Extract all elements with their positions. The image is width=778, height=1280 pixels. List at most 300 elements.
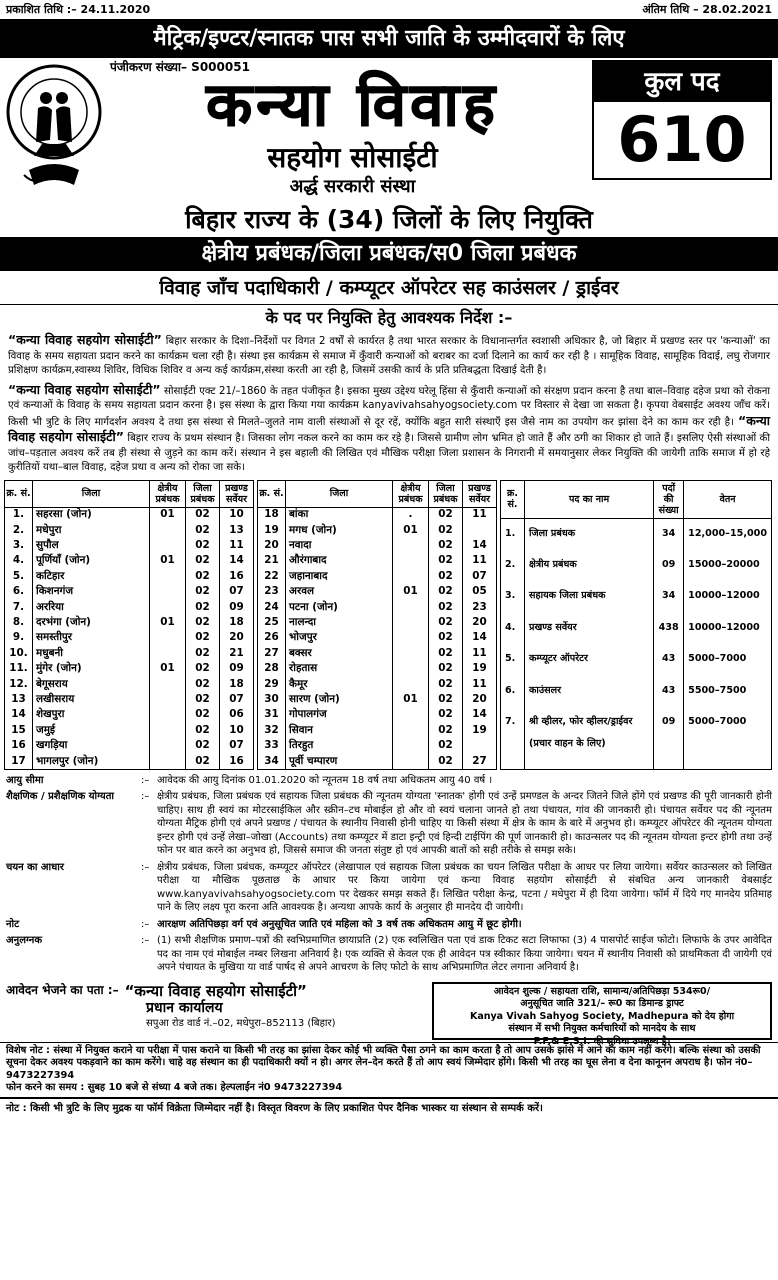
surveyor-cell: 13 — [220, 522, 254, 537]
district-cell: शेखपुरा — [33, 707, 150, 722]
post-count-cell: 34 — [654, 581, 684, 612]
district-cell: सुपौल — [33, 538, 150, 553]
district-mgr-cell: 02 — [429, 569, 463, 584]
salary-cell — [684, 738, 772, 769]
table-row — [5, 754, 254, 770]
table-row — [258, 538, 497, 553]
zonal-cell — [150, 723, 186, 738]
table-row — [501, 612, 772, 643]
surveyor-cell: 16 — [220, 754, 254, 770]
surveyor-cell: 11 — [463, 553, 497, 568]
table-row — [501, 675, 772, 706]
serial-cell: 17 — [5, 754, 33, 770]
salary-cell: 5000–7000 — [684, 644, 772, 675]
serial-cell: 33 — [258, 738, 286, 753]
zonal-cell — [393, 707, 429, 722]
col-district: जिला — [286, 480, 393, 507]
post-table — [500, 480, 772, 770]
district-mgr-cell: 02 — [429, 692, 463, 707]
info-separator: :– — [141, 918, 150, 930]
table-row — [5, 630, 254, 645]
post-count-cell: 09 — [654, 706, 684, 737]
table-row — [258, 738, 497, 753]
table-row — [501, 581, 772, 612]
zonal-cell — [393, 738, 429, 753]
district-mgr-cell: 02 — [429, 522, 463, 537]
fee-line: Kanya Vivah Sahyog Society, Madhepura को देय होगा — [469, 1010, 735, 1022]
serial-cell: 4. — [501, 612, 525, 643]
district-mgr-cell: 02 — [429, 754, 463, 770]
district-cell: तिरहुत — [286, 738, 393, 753]
serial-cell: 13 — [5, 692, 33, 707]
zonal-cell: 01 — [150, 553, 186, 568]
info-row — [6, 774, 772, 788]
serial-cell: 3. — [5, 538, 33, 553]
serial-cell: 1. — [501, 518, 525, 549]
serial-cell: 27 — [258, 646, 286, 661]
serial-cell: 9. — [5, 630, 33, 645]
district-cell: पटना (जोन) — [286, 599, 393, 614]
surveyor-cell: 20 — [463, 615, 497, 630]
district-mgr-cell: 02 — [429, 584, 463, 599]
surveyor-cell: 14 — [463, 707, 497, 722]
district-cell: गोपालगंज — [286, 707, 393, 722]
serial-cell: 5. — [501, 644, 525, 675]
district-mgr-cell: 02 — [186, 630, 220, 645]
post-count-cell: 09 — [654, 549, 684, 580]
district-cell: बांका — [286, 507, 393, 522]
serial-cell: 31 — [258, 707, 286, 722]
zonal-cell — [393, 553, 429, 568]
semi-govt-label: अर्द्ध सरकारी संस्था — [289, 176, 416, 197]
district-mgr-cell: 02 — [429, 538, 463, 553]
info-separator: :– — [141, 791, 150, 802]
serial-cell: 24 — [258, 599, 286, 614]
zonal-cell — [150, 754, 186, 770]
district-cell: मुंगेर (जोन) — [33, 661, 150, 676]
zonal-cell — [150, 599, 186, 614]
serial-cell: 14 — [5, 707, 33, 722]
zonal-cell: 01 — [150, 661, 186, 676]
district-cell: अररिया — [33, 599, 150, 614]
zonal-cell — [150, 707, 186, 722]
district-mgr-cell: 02 — [186, 723, 220, 738]
table-row — [258, 707, 497, 722]
footer-block — [0, 980, 778, 1047]
info-section — [0, 772, 778, 980]
col-zonal: क्षेत्रीय प्रबंधक — [150, 480, 186, 507]
district-mgr-cell: 02 — [429, 723, 463, 738]
surveyor-cell: 16 — [220, 569, 254, 584]
society-name: “कन्या विवाह सहयोग सोसाईटी” — [8, 412, 770, 444]
col-surveyor: प्रखण्ड सर्वेयर — [463, 480, 497, 507]
district-cell: रोहतास — [286, 661, 393, 676]
surveyor-cell: 07 — [463, 569, 497, 584]
info-label: शैक्षणिक / प्रशैक्षणिक योग्यता — [6, 791, 115, 802]
serial-cell: 1. — [5, 507, 33, 522]
table-row — [258, 522, 497, 537]
table-row — [501, 549, 772, 580]
table-row — [258, 630, 497, 645]
info-label: नोट — [6, 918, 20, 930]
serial-cell: 7. — [5, 599, 33, 614]
zonal-cell — [393, 661, 429, 676]
col-zonal: क्षेत्रीय प्रबंधक — [393, 480, 429, 507]
district-mgr-cell: 02 — [429, 646, 463, 661]
district-mgr-cell: 02 — [186, 522, 220, 537]
post-count-cell: 438 — [654, 612, 684, 643]
serial-cell: 3. — [501, 581, 525, 612]
table-row — [501, 518, 772, 549]
top-bar — [0, 0, 778, 20]
zonal-cell — [150, 738, 186, 753]
table-row — [5, 553, 254, 568]
fee-line: आवेदन शुल्क / सहायता राशि, सामान्य/अतिपिछड़ा 534रू0/ — [493, 985, 711, 997]
post-count-cell — [654, 738, 684, 769]
special-note-block — [0, 1042, 778, 1097]
zonal-cell — [393, 676, 429, 691]
district-cell: मधेपुरा — [33, 522, 150, 537]
zonal-cell — [393, 630, 429, 645]
table-row — [5, 692, 254, 707]
info-row — [6, 861, 772, 915]
serial-cell: 34 — [258, 754, 286, 770]
district-mgr-cell: 02 — [186, 707, 220, 722]
call-time: फोन करने का समय : सुबह 10 बजे से संध्या 4 बजे तक। हेल्पलाईन नं0 9473227394 — [6, 1082, 343, 1093]
district-cell: कैमूर — [286, 676, 393, 691]
serial-cell: 5. — [5, 569, 33, 584]
district-cell: किशनगंज — [33, 584, 150, 599]
district-table-right — [257, 480, 497, 770]
table-row — [258, 584, 497, 599]
surveyor-cell: 07 — [220, 738, 254, 753]
total-posts-value: 610 — [617, 103, 747, 176]
district-mgr-cell: 02 — [429, 599, 463, 614]
serial-cell: 6. — [5, 584, 33, 599]
zonal-cell — [150, 692, 186, 707]
table-row — [5, 569, 254, 584]
info-separator: :– — [141, 935, 150, 946]
post-note-cell: (प्रचार वाहन के लिए) — [525, 738, 654, 769]
table-row — [5, 599, 254, 614]
col-serial: क्र. सं. — [258, 480, 286, 507]
table-row — [5, 646, 254, 661]
address-header — [6, 982, 426, 1001]
table-row — [5, 507, 254, 522]
district-cell: सिवान — [286, 723, 393, 738]
eligibility-banner: मैट्रिक/इण्टर/स्नातक पास सभी जाति के उम्मीदवारों के लिए — [0, 20, 778, 58]
district-table-left — [4, 480, 254, 770]
table-row — [501, 706, 772, 737]
table-row — [5, 538, 254, 553]
district-cell: बेगूसराय — [33, 676, 150, 691]
zonal-cell: 01 — [393, 692, 429, 707]
surveyor-cell: 11 — [463, 507, 497, 522]
district-mgr-cell: 02 — [186, 507, 220, 522]
district-mgr-cell: 02 — [186, 754, 220, 770]
district-cell: कटिहार — [33, 569, 150, 584]
table-row — [5, 661, 254, 676]
registration-number: पंजीकरण संख्या– S000051 — [110, 60, 250, 74]
paragraph-text: बिहार राज्य के प्रथम संस्थान है। जिसका लोग नकल करने का काम कर रहे है। जिससे ग्रामीण लोग भ्रमित हो जाते हैं और ठगी का शिकार हो जाते हैं। इसलिए ऐसी संस्थाओं की जांच–पड़ताल अवश्य करें तब ही संस्था से जुड़ने का काम करें। संस्थान ने इस बहाली की लिखित एवं मौखिक परीक्षा जिला प्रशासन के निगरानी में समयानुसार लेकर नियुक्ति की जायेगी ताकि समाज में हो रहे कुरीतियों यथा–बाल विवाह, दहेज प्रथा व अन्य को रोका जा सके। — [8, 433, 770, 473]
surveyor-cell: 19 — [463, 661, 497, 676]
district-cell: सहरसा (जोन) — [33, 507, 150, 522]
post-name-cell: कम्प्यूटर ऑपरेटर — [525, 644, 654, 675]
table-row — [258, 646, 497, 661]
surveyor-cell: 20 — [220, 630, 254, 645]
serial-cell: 32 — [258, 723, 286, 738]
info-row — [6, 790, 772, 858]
district-mgr-cell: 02 — [186, 553, 220, 568]
serial-cell: 6. — [501, 675, 525, 706]
address-label: आवेदन भेजने का पता :– — [6, 983, 119, 998]
title-society: सहयोग सोसाईटी — [267, 141, 438, 174]
surveyor-cell: 09 — [220, 661, 254, 676]
zonal-cell — [150, 630, 186, 645]
fee-box — [432, 982, 772, 1047]
title-main: कन्या विवाह — [206, 70, 499, 140]
surveyor-cell: 09 — [220, 599, 254, 614]
about-paragraph — [0, 381, 778, 478]
table-row — [258, 692, 497, 707]
serial-cell: 4. — [5, 553, 33, 568]
surveyor-cell: 11 — [463, 676, 497, 691]
total-posts-box — [592, 60, 772, 180]
district-cell: भागलपुर (जोन) — [33, 754, 150, 770]
serial-cell: 2. — [5, 522, 33, 537]
table-row — [258, 569, 497, 584]
zonal-cell: . — [393, 507, 429, 522]
zonal-cell — [150, 522, 186, 537]
info-label: अनुलग्नक — [6, 935, 43, 946]
table-row — [258, 676, 497, 691]
surveyor-cell: 20 — [463, 692, 497, 707]
zonal-cell — [150, 646, 186, 661]
district-mgr-cell: 02 — [429, 553, 463, 568]
table-row — [258, 661, 497, 676]
district-cell: बक्सर — [286, 646, 393, 661]
surveyor-cell: 14 — [463, 630, 497, 645]
info-label: चयन का आधार — [6, 861, 64, 873]
district-mgr-cell: 02 — [186, 615, 220, 630]
zonal-cell — [150, 538, 186, 553]
fee-line: अनुसूचित जाति 321/– रू0 का डिमान्ड ड्राफ्ट — [520, 998, 684, 1009]
posts-line-2: विवाह जाँच पदाधिकारी / कम्प्यूटर ऑपरेटर सह काउंसलर / ड्राईवर — [0, 271, 778, 305]
district-cell: समस्तीपुर — [33, 630, 150, 645]
zonal-cell: 01 — [150, 615, 186, 630]
serial-cell: 16 — [5, 738, 33, 753]
surveyor-cell: 05 — [463, 584, 497, 599]
post-name-cell: सहायक जिला प्रबंधक — [525, 581, 654, 612]
salary-cell: 15000–20000 — [684, 549, 772, 580]
col-district: जिला — [33, 480, 150, 507]
district-mgr-cell: 02 — [429, 738, 463, 753]
paragraph-text: बिहार सरकार के दिशा–निर्देशों पर विगत 2 वर्षों से कार्यरत है तथा भारत सरकार के विधानान्तर्गत स्वशासी अधिकार है, जो बिहार में प्रखण्ड स्तर पर 'कन्याओं' का विवाह के समय सहायता प्रदान करने का कार्यक्रम चला रही है। संस्था इस कार्यक्रम से समाज में कुँवारी कन्याओं को बराबर का दर्जा दिलाने का कार्य कर रही है । सामूहिक विवाह, सामूहिक विदाई, लघु रोजगार प्रशिक्षण कार्यक्रम,स्वास्थ्य शिविर, विधिक शिविर व अन्य कई कार्यक्रम,संस्था करती आ रही है, जिसमें उसकी कार्य के प्रति प्रतिबद्धता दिखाई देती है। — [8, 336, 770, 376]
fee-line: संस्थान में सभी नियुक्त कर्मचारियों को मानदेय के साथ — [508, 1023, 696, 1034]
surveyor-cell: 11 — [220, 538, 254, 553]
col-surveyor: प्रखण्ड सर्वेयर — [220, 480, 254, 507]
posts-banner: क्षेत्रीय प्रबंधक/जिला प्रबंधक/स0 जिला प्रबंधक — [0, 237, 778, 271]
surveyor-cell: 18 — [220, 676, 254, 691]
surveyor-cell: 10 — [220, 723, 254, 738]
last-date: अंतिम तिथि – 28.02.2021 — [642, 2, 772, 16]
post-name-cell: जिला प्रबंधक — [525, 518, 654, 549]
district-cell: भोजपुर — [286, 630, 393, 645]
district-cell: औरंगाबाद — [286, 553, 393, 568]
info-value: आरक्षण अतिपिछड़ा वर्ग एवं अनुसूचित जाति एवं महिला को 3 वर्ष तक अधिकतम आयु में छूट होगी। — [157, 918, 522, 930]
serial-cell: 22 — [258, 569, 286, 584]
special-note: विशेष नोट : संस्था में नियुक्त कराने या परीक्षा में पास कराने या किसी भी तरह का झांसा देकर कोई भी व्यक्ति पैसा ठगने का काम करता है तो आप उसके झांसे में आने का काम नहीं करेंगे। बल्कि संस्था को उसकी सूचना देकर अवश्य पकड़वाने का काम करेंगे। चाहे वह संस्थान का ही पदाधिकारी क्यों न हो। अगर लेन–देन करते हैं तो आप स्वयं जिम्मेदार होंगे। किसी भी तरह का घूस लेना व देना कानूनन अपराध है। फोन नं0–9473227394 — [6, 1044, 761, 1081]
salary-cell: 5500–7500 — [684, 675, 772, 706]
district-cell: सारण (जोन) — [286, 692, 393, 707]
serial-cell: 10. — [5, 646, 33, 661]
district-mgr-cell: 02 — [429, 507, 463, 522]
bottom-note: नोट : किसी भी त्रुटि के लिए मुद्रक या फॉर्म विक्रेता जिम्मेदार नहीं है। विस्तृत विवरण के लिए प्रकाशित पेपर दैनिक भास्कर या संस्थान से सम्पर्क करें। — [0, 1097, 778, 1117]
surveyor-cell: 07 — [220, 692, 254, 707]
districts-line: बिहार राज्य के (34) जिलों के लिए नियुक्ति — [185, 205, 593, 234]
post-count-cell: 43 — [654, 675, 684, 706]
col-district-mgr: जिला प्रबंधक — [429, 480, 463, 507]
table-row — [258, 507, 497, 522]
district-cell: पूर्वी चम्पारण — [286, 754, 393, 770]
district-cell: मगध (जोन) — [286, 522, 393, 537]
total-posts-label: कुल पद — [594, 62, 770, 102]
post-name-cell: प्रखण्ड सर्वेयर — [525, 612, 654, 643]
district-cell: मधुबनी — [33, 646, 150, 661]
district-mgr-cell: 02 — [429, 676, 463, 691]
surveyor-cell: 10 — [220, 507, 254, 522]
zonal-cell: 01 — [393, 522, 429, 537]
table-row — [5, 584, 254, 599]
col-serial: क्र. सं. — [5, 480, 33, 507]
paragraph-text: सोसाईटी एक्ट 21/–1860 के तहत पंजीकृत है। इसका मुख्य उद्देश्य घरेलू हिंसा से कुँवारी कन्याओं को संरक्षण प्रदान करना है तथा बाल–विवाह दहेज प्रथा को रोकना एवं कन्याओं के विवाह के समय सहायता प्रदान करना है। इस संस्था के द्वारा किया गया कार्यक्रम kanyavivahsahyogsociety.com पर विस्तार से देखा जा सकता है। कृपया वेबसाईट अवश्य जाँच करें। किसी भी त्रुटि के लिए मार्गदर्शन अवश्य दे तथा इस संस्था से मिलते–जुलते नाम वाली संस्थाओं से दूर रहें, क्योंकि बहुत सारी संस्थाएँ इस जैसे नाम का उपयोग कर झांसा देने का काम कर रही है। — [8, 385, 770, 428]
surveyor-cell: 11 — [463, 646, 497, 661]
serial-cell: 21 — [258, 553, 286, 568]
post-count-cell: 34 — [654, 518, 684, 549]
district-mgr-cell: 02 — [186, 538, 220, 553]
col-post-name: पद का नाम — [525, 480, 654, 518]
serial-cell: 26 — [258, 630, 286, 645]
district-cell: जमुई — [33, 723, 150, 738]
surveyor-cell: 27 — [463, 754, 497, 770]
salary-cell: 12,000–15,000 — [684, 518, 772, 549]
district-cell: अरवल — [286, 584, 393, 599]
salary-cell: 10000–12000 — [684, 581, 772, 612]
salary-cell: 5000–7000 — [684, 706, 772, 737]
info-separator: :– — [141, 774, 150, 786]
intro-paragraph — [0, 331, 778, 381]
district-cell: दरभंगा (जोन) — [33, 615, 150, 630]
table-row — [258, 599, 497, 614]
surveyor-cell — [463, 738, 497, 753]
table-row — [5, 738, 254, 753]
post-name-cell: काउंसलर — [525, 675, 654, 706]
district-mgr-cell: 02 — [186, 676, 220, 691]
post-count-cell: 43 — [654, 644, 684, 675]
district-mgr-cell: 02 — [429, 661, 463, 676]
info-separator: :– — [141, 861, 150, 873]
surveyor-cell: 07 — [220, 584, 254, 599]
serial-cell — [501, 738, 525, 769]
zonal-cell — [150, 584, 186, 599]
zonal-cell — [393, 646, 429, 661]
surveyor-cell: 23 — [463, 599, 497, 614]
info-value: क्षेत्रीय प्रबंधक, जिला प्रबंधक, कम्प्यूटर ऑपरेटर (लेखापाल एवं सहायक जिला प्रबंधक का चयन लिखित परीक्षा के आधर पर लिया जायेगा। सर्वेयर काउन्सलर को लिखित परीक्षा या मौखिक पूछताछ के आधार पर किया जायेगा एवं कन्या विवाह सहयोग सोसाईटी से संबधित अन्य जानकारी वेबसाईट www.kanyavivahsahyogsociety.com पर देखकर समझ सकते हैं। लिखित परीक्षा केन्द्र, पटना / मधेपुरा में ही दिया जायेगा। फॉर्म में दिये गए मानदेय प्रतिमाह पाने के लिए लक्ष्य पूरा करना अति आवश्यक है। अन्यथा आपके कार्य के अनुसार ही मानदेय दी जायेगी। — [157, 861, 772, 913]
district-cell: लखीसराय — [33, 692, 150, 707]
serial-cell: 20 — [258, 538, 286, 553]
info-value: क्षेत्रीय प्रबंधक, जिला प्रबंधक एवं सहायक जिला प्रबंधक की न्यूनतम योग्यता 'स्नातक' होगी एवं उन्हें प्रमण्डल के अन्दर जितने जिले होंगे एवं प्रखण्ड की पूरी जानकारी होनी चाहिए। साथ ही स्वयं का मोटरसाईकिल और स्क्रीन–टच मोबाईल हो और वो स्वयं चलाना जानते हो तथा पंचायत, गांव की जानकारी हो। पंचायत सर्वेयर पद की न्यूनतम योग्यता मैट्रिक होगी एवं अपने प्रखण्ड / पंचायत के स्थानीय निवासी होनी चाहिए या किसी संस्था में क्षेत्र के काम के बारे में अनुभव हो। कम्प्यूटर ऑपरेटर की न्यूनतम योग्यता इन्टर होगी एवं उन्हें लेखा–जोखा (Accounts) तथा कम्प्यूटर में डाटा इन्ट्री एवं हिन्दी टाईपिंग की पूर्ण जानकारी हो। काउन्सलर पद की न्यूनतम योग्यता इन्टर होगी तथा उन्हें फोन पर बात करने का अनुभव हो, जिससे समाज की जनता संतुष्ट हो एवं आपकी बातों को सही तरीके से समझ सके। — [157, 791, 772, 856]
zonal-cell — [393, 615, 429, 630]
serial-cell: 19 — [258, 522, 286, 537]
address-line: सपुआ रोड वार्ड नं.–02, मधेपुरा–852113 (बिहार) — [146, 1017, 336, 1029]
serial-cell: 12. — [5, 676, 33, 691]
surveyor-cell: 14 — [220, 553, 254, 568]
district-mgr-cell: 02 — [186, 646, 220, 661]
zonal-cell — [393, 569, 429, 584]
zonal-cell: 01 — [150, 507, 186, 522]
salary-cell: 10000–12000 — [684, 612, 772, 643]
post-name-cell: क्षेत्रीय प्रबंधक — [525, 549, 654, 580]
serial-cell: 7. — [501, 706, 525, 737]
address-society-name: “कन्या विवाह सहयोग सोसाईटी” — [124, 981, 307, 1000]
col-salary: वेतन — [684, 480, 772, 518]
fee-line: P.F.& E.S.I. की सुविधा उपलब्ध है। — [533, 1035, 671, 1047]
sub-heading: के पद पर नियुक्ति हेतु आवश्यक निर्देश :– — [265, 308, 513, 327]
serial-cell: 11. — [5, 661, 33, 676]
serial-cell: 25 — [258, 615, 286, 630]
col-serial: क्र. सं. — [501, 480, 525, 518]
district-mgr-cell: 02 — [429, 630, 463, 645]
district-mgr-cell: 02 — [429, 707, 463, 722]
surveyor-cell: 14 — [463, 538, 497, 553]
table-row — [5, 723, 254, 738]
zonal-cell — [393, 538, 429, 553]
serial-cell: 29 — [258, 676, 286, 691]
title-block — [0, 58, 778, 203]
info-label: आयु सीमा — [6, 774, 44, 786]
serial-cell: 15 — [5, 723, 33, 738]
serial-cell: 18 — [258, 507, 286, 522]
serial-cell: 23 — [258, 584, 286, 599]
district-mgr-cell: 02 — [186, 661, 220, 676]
society-name: “कन्या विवाह सहयोग सोसाईटी” — [8, 332, 162, 347]
surveyor-cell: 18 — [220, 615, 254, 630]
table-row — [5, 676, 254, 691]
zonal-cell — [393, 723, 429, 738]
address-block — [6, 982, 426, 1040]
table-row — [5, 707, 254, 722]
table-row — [5, 615, 254, 630]
district-mgr-cell: 02 — [186, 569, 220, 584]
district-cell: पूर्णियाँ (जोन) — [33, 553, 150, 568]
table-row — [258, 754, 497, 770]
publish-date: प्रकाशित तिथि :– 24.11.2020 — [6, 2, 151, 16]
district-mgr-cell: 02 — [429, 615, 463, 630]
info-value: आवेदक की आयु दिनांक 01.01.2020 को न्यूनतम 18 वर्ष तथा अधिकतम आयु 40 वर्ष । — [157, 774, 493, 786]
zonal-cell: 01 — [393, 584, 429, 599]
surveyor-cell: 21 — [220, 646, 254, 661]
district-mgr-cell: 02 — [186, 738, 220, 753]
info-value: (1) सभी शैक्षणिक प्रमाण–पत्रों की स्वभिप्रमाणित छायाप्रति (2) एक स्वलिखित पता एवं डाक टिकट सटा लिफाफा (3) 4 पासपोर्ट साईज फोटो। लिफाफे के उपर आवेदित पद का नाम एवं मोबाईल नम्बर लिखना अनिवार्य है। एक व्यक्ति से केवल एक ही आवेदन पत्र स्वीकार किया जायेगा। चयन में स्थानीय निवासी को प्राथमिकता दी जायेगी एवं अपने पंचायत के मुखिया या वार्ड पार्षद से अपने आचरण के लिए फोटो के साथ अभिप्रमाणित लेटर लगाना अनिवार्य है। — [157, 935, 772, 973]
table-row — [501, 644, 772, 675]
table-row — [5, 522, 254, 537]
col-post-count: पदों की संख्या — [654, 480, 684, 518]
serial-cell: 28 — [258, 661, 286, 676]
post-name-cell: श्री व्हीलर, फोर व्हीलर/ड्राईवर — [525, 706, 654, 737]
district-cell: जहानाबाद — [286, 569, 393, 584]
surveyor-cell: 19 — [463, 723, 497, 738]
district-cell: खगड़िया — [33, 738, 150, 753]
